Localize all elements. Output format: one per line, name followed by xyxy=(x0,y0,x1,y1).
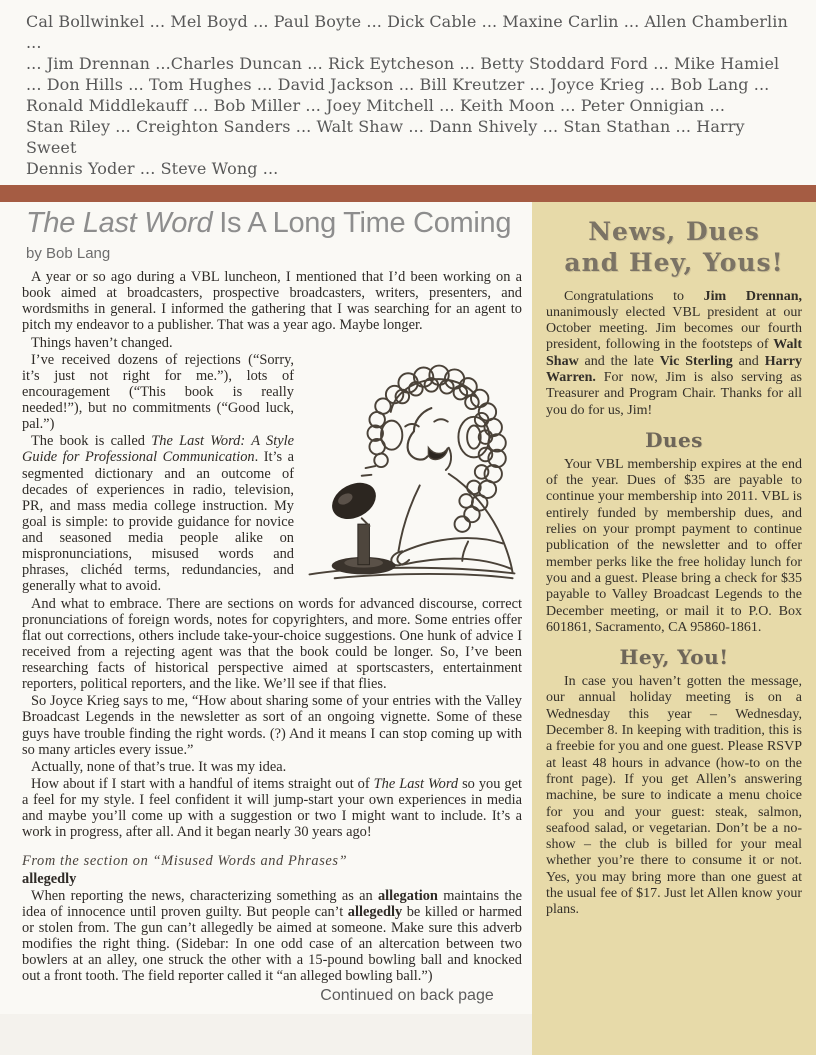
divider-bar xyxy=(0,185,816,202)
news-sidebar xyxy=(532,202,816,1055)
article-paragraph: And what to embrace. There are sections on words for advanced discourse, correct pronunciations of foreign words, notes for copyrighters, and more. Some entries offer flat out corrections, others include take-your-choice suggestions. One hunk of advice I received from a rejecting agent was that the book could be longer. So, I’ve been researching facts of historical perspective aimed at sportscasters, entertainment reporters, political reporters, and the like. We’ll see if that flies. xyxy=(22,595,522,693)
sidebar-paragraph-dues: Your VBL membership expires at the end of the year. Dues of $35 are payable to continue your membership into 2011. VBL is entirely funded by membership dues, and relies on your prompt payment to continue publication of the newsletter and to offer member perks like the free holiday lunch for you and a guest. Please bring a check for $35 payable to Valley Broadcast Legends to the December meeting, or mail it to P.O. Box 601861, Sacramento, CA 95860-1861. xyxy=(546,456,802,635)
content-columns xyxy=(0,202,816,1055)
sidebar-paragraph-congrats: Congratulations to Jim Drennan, unanimously elected VBL president at our October meeting. Jim becomes our fourth president, following in the footsteps of Walt Shaw and the late Vic Sterling and Harry Warren. For now, Jim is also serving as Treasurer and Program Chair. Thanks for all you do for us, Jim! xyxy=(546,288,803,418)
sidebar-heading-line2: and Hey, Yous! xyxy=(564,248,784,278)
article-paragraph: Things haven’t changed. xyxy=(31,334,173,351)
sidebar-heading xyxy=(546,216,802,279)
glossary-term: allegedly xyxy=(22,870,77,887)
radio-host-cartoon xyxy=(302,352,522,586)
radio-host-cartoon-drawing xyxy=(302,352,522,586)
hey-you-heading: Hey, You! xyxy=(619,645,729,670)
article-title-book-name: The Last Word xyxy=(26,207,213,239)
article-paragraph: When reporting the news, characterizing something as an allegation maintains the idea of innocence until proven guilty. But people can’t allegedly be killed or harmed or stolen from. The gun can’t allegedly be aimed at someone. Make sure this adverb modifies the right thing. (Sidebar: In one odd case of an altercation between two bowlers at an alley, one struck the other with a 15-pound bowling ball and knocked out a front tooth. The field reporter called it “an alleged bowling ball.”) xyxy=(22,887,522,985)
sidebar-paragraph-heyyou: In case you haven’t gotten the message, our annual holiday meeting is on a Wednesday this year – Wednesday, December 8. In keeping with tradition, this is a freebie for you and one guest. Please RSVP at least 48 hours in advance (how-to on the front page). If you get Allen’s answering machine, be sure to indicate a menu choice for you and your guest: steak, salmon, seafood salad, or vegetarian. Don’t be a no-show – the club is billed for your meal whether you’re there to consume it or not. Yes, you may bring more than one guest at the usual fee of $17. Just let Allen know your plans. xyxy=(546,674,802,918)
article-paragraph: I’ve received dozens of rejections (“Sorry, it’s just not right for me.”), lots of encouragement (“This book is really needed!”), but no commitments (“Good luck, pal.”) xyxy=(22,351,294,433)
member-names-roll: Cal Bollwinkel ... Mel Boyd ... Paul Boyte ... Dick Cable ... Maxine Carlin ... Allen Chamberlin ... ... Jim Drennan ...Charles Duncan ... Rick Eytcheson ... Betty Stoddard Ford ... Mike Hamiel ... Don Hills ... Tom Hughes ... David Jackson ... Bill Kreutzer ... Joyce Krieg ... Bob Lang ... Ronald Middlekauff ... Bob Miller ... Joey Mitchell ... Keith Moon ... Peter Onnigian ... Stan Riley ... Creighton Sanders ... Walt Shaw ... Dann Shively ... Stan Stathan ... Harry Sweet Dennis Yoder ... Steve Wong ... xyxy=(26,12,788,178)
article-paragraph: How about if I start with a handful of items straight out of The Last Word so you get a feel for my style. I feel confident it will jump-start your own experiences in media and maybe you’ll come up with a suggestion or two I might want to include. It’s a work in progress, after all. And it began nearly 30 years ago! xyxy=(22,775,523,841)
dues-heading: Dues xyxy=(645,427,703,452)
sidebar-heading-line1: News, Dues xyxy=(588,217,760,246)
article-paragraph: A year or so ago during a VBL luncheon, I mentioned that I’d been working on a book aimed at broadcasters, prospective broadcasters, writers, presenters, and wordsmiths in general. I informed the gathering that I was searching for an agent to pitch my endeavor to a publisher. That was a year ago. Maybe longer. xyxy=(22,269,522,334)
article-title-rest: Is A Long Time Coming xyxy=(219,207,512,239)
article-column xyxy=(0,202,532,1055)
article-title xyxy=(26,207,522,240)
article-paragraph: So Joyce Krieg says to me, “How about sharing some of your entries with the Valley Broadcast Legends in the newsletter as sort of an ongoing vignette. Some of these guys have trouble finding the right words. (?) And it means I can stop coming up with so many articles every issue.” xyxy=(22,693,522,758)
section-note: From the section on “Misused Words and Phrases” xyxy=(22,853,348,870)
continued-note: Continued on back page xyxy=(320,987,494,1005)
article-paragraph: Actually, none of that’s true. It was my idea. xyxy=(31,758,287,775)
article-paragraph: The book is called The Last Word: A Style Guide for Professional Communication. It’s a segmented dictionary and an outcome of decades of experiences in radio, television, PR, and mass media college instruction. My goal is simple: to provide guidance for novice and seasoned media people alike on mispronunciations, misused words and phrases, clichéd terms, redundancies, and generally what to avoid. xyxy=(22,433,294,595)
article-byline: by Bob Lang xyxy=(26,245,111,262)
desk-microphone xyxy=(326,475,396,574)
article-body xyxy=(22,269,522,1005)
